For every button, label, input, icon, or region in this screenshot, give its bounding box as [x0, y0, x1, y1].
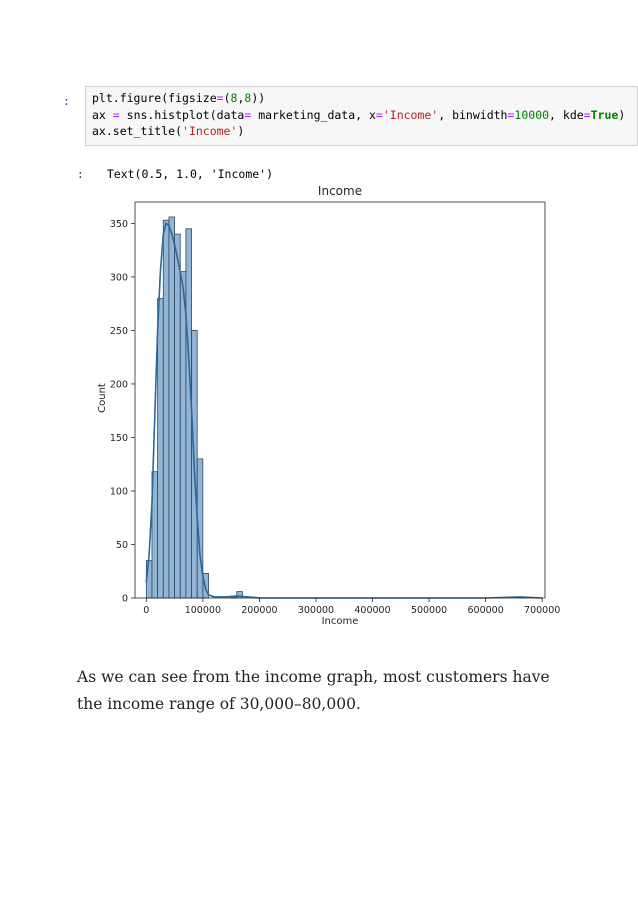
x-tick-label: 400000 — [354, 605, 391, 616]
y-tick-label: 250 — [109, 325, 128, 337]
x-tick-label: 500000 — [410, 605, 448, 616]
code-token: = — [244, 107, 252, 122]
x-axis-label: Income — [321, 616, 359, 627]
output-prompt: : — [76, 167, 84, 181]
code-token: ) — [237, 124, 245, 138]
code-token: = — [583, 107, 591, 122]
code-token: ( — [223, 91, 231, 105]
input-prompt: : — [63, 94, 70, 108]
histogram-bars — [146, 217, 525, 598]
kde-line — [146, 223, 542, 598]
code-token: = — [507, 107, 515, 122]
code-token: plt.figure(figsize — [92, 91, 217, 105]
code-token: marketing_data, x — [251, 107, 376, 122]
histogram-bar — [186, 229, 192, 598]
code-token: 'Income' — [182, 124, 238, 138]
code-token: True — [590, 107, 619, 122]
y-tick-label: 0 — [121, 593, 128, 605]
output-text: Text(0.5, 1.0, 'Income') — [106, 167, 274, 181]
histogram-bar — [163, 220, 169, 598]
y-tick-label: 150 — [109, 432, 128, 444]
code-token: sns.histplot(data — [119, 107, 245, 122]
y-axis-label: Count — [97, 383, 108, 413]
code-token: , — [237, 91, 245, 105]
code-token: ) — [618, 107, 626, 122]
y-tick-label: 300 — [109, 272, 128, 284]
histogram-bar — [175, 234, 181, 598]
code-token: )) — [251, 91, 266, 105]
output-line — [63, 153, 273, 181]
caption-text: As we can see from the income graph, most customers have the income range of 30,000–80,000. — [77, 668, 550, 713]
x-tick-label: 700000 — [524, 605, 561, 616]
code-token: ax — [92, 107, 113, 122]
code-line-3 — [92, 123, 637, 140]
code-line-2 — [92, 107, 637, 124]
code-editor[interactable] — [85, 86, 638, 146]
code-token: , kde — [549, 107, 584, 122]
y-tick-label: 50 — [115, 539, 128, 551]
histogram-bar — [169, 217, 175, 598]
histogram-bar — [180, 272, 186, 598]
x-tick-label: 600000 — [467, 605, 504, 616]
code-token: ax.set_title( — [92, 124, 183, 138]
histogram-bar — [158, 298, 164, 598]
code-line-1 — [92, 90, 637, 107]
y-tick-label: 200 — [109, 379, 128, 391]
code-token: = — [112, 107, 120, 122]
code-token: 'Income' — [382, 107, 439, 122]
code-token: 10000 — [514, 107, 550, 122]
code-token: 8 — [244, 91, 252, 105]
code-token: = — [216, 91, 224, 105]
code-token: = — [375, 107, 383, 122]
code-token: , binwidth — [438, 107, 508, 122]
x-tick-label: 0 — [143, 605, 150, 616]
chart-title: Income — [317, 184, 363, 198]
x-tick-label: 300000 — [297, 605, 335, 616]
income-histogram — [90, 180, 570, 630]
x-tick-label: 200000 — [241, 605, 278, 616]
y-tick-label: 350 — [109, 218, 128, 230]
code-token: 8 — [230, 91, 238, 105]
y-tick-label: 100 — [109, 486, 128, 498]
x-tick-label: 100000 — [184, 605, 221, 616]
